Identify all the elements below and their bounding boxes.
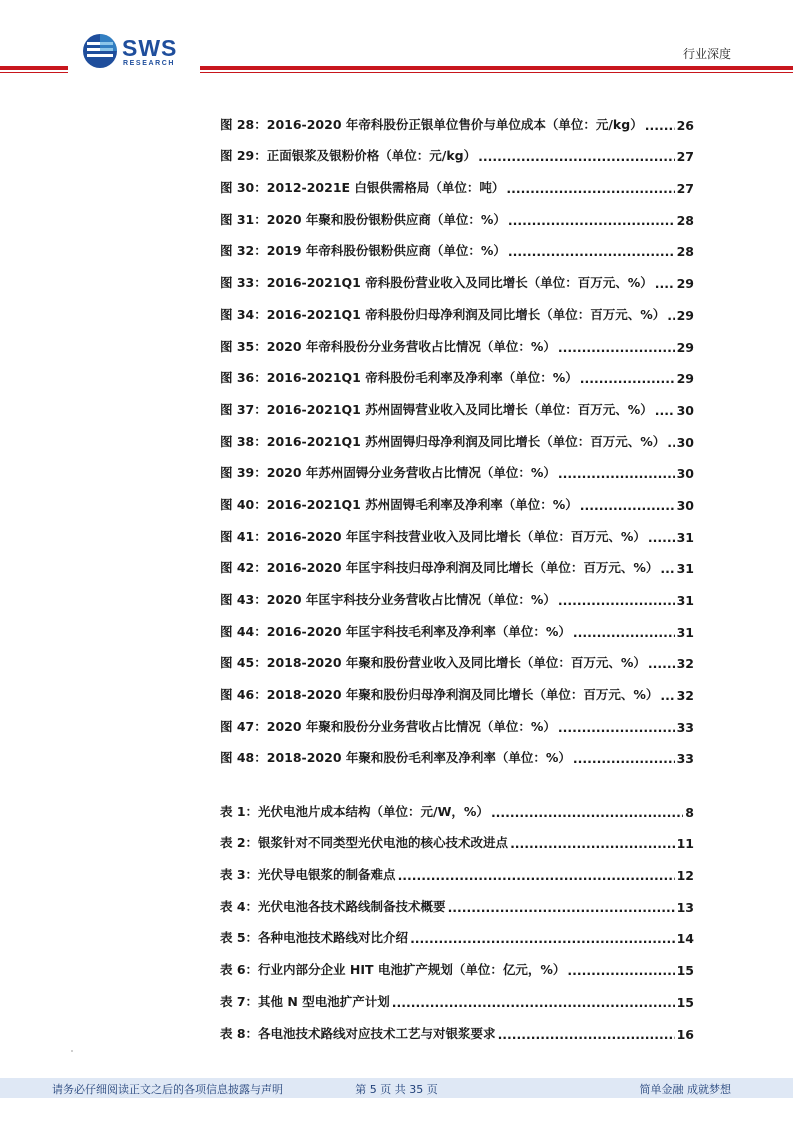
toc-entry[interactable]: 表 8：各电池技术路线对应技术工艺与对银浆要求 ..... 16 (220, 1010, 694, 1042)
footer-disclaimer: 请务必仔细阅读正文之后的各项信息披露与声明 (52, 1083, 283, 1096)
table-index-list (220, 788, 694, 1042)
toc-entry[interactable]: 图 44：2016-2020 年匡宇科技毛利率及净利率（单位：%） ..... 31 (220, 608, 694, 640)
toc-entry[interactable]: 图 34：2016-2021Q1 帝科股份归母净利润及同比增长（单位：百万元、%） ..... 29 (220, 291, 694, 323)
toc-entry[interactable]: 图 47：2020 年聚和股份分业务营收占比情况（单位：%） ..... 33 (220, 703, 694, 735)
toc-entry[interactable]: 表 5：各种电池技术路线对比介绍 ..... 14 (220, 915, 694, 947)
header-rule-right (200, 66, 793, 70)
toc-entry[interactable]: 图 29：正面银浆及银粉价格（单位：元/kg） ..... 27 (220, 133, 694, 165)
logo-text: SWS (122, 35, 178, 61)
header-rule-left (0, 66, 68, 70)
toc-entry[interactable]: 图 37：2016-2021Q1 苏州固锝营业收入及同比增长（单位：百万元、%） ..... 30 (220, 386, 694, 418)
toc-entry[interactable]: 表 1：光伏电池片成本结构（单位：元/W，%） ..... 8 (220, 788, 694, 820)
header-rule-left-thin (0, 72, 68, 73)
toc-entry[interactable]: 表 2：银浆针对不同类型光伏电池的核心技术改进点 ..... 11 (220, 820, 694, 852)
page-footer (0, 1078, 793, 1098)
logo-subtext: RESEARCH (123, 60, 176, 67)
footer-slogan: 简单金融 成就梦想 (639, 1083, 731, 1096)
toc-entry[interactable]: 图 43：2020 年匡宇科技分业务营收占比情况（单位：%） ..... 31 (220, 576, 694, 608)
page-mark (71, 1050, 73, 1052)
toc-entry[interactable]: 图 31：2020 年聚和股份银粉供应商（单位：%） ..... 28 (220, 196, 694, 228)
toc-entry[interactable]: 表 6：行业内部分企业 HIT 电池扩产规划（单位：亿元，%） ..... 15 (220, 946, 694, 978)
logo-mark-icon (82, 33, 118, 69)
toc-entry[interactable]: 图 36：2016-2021Q1 帝科股份毛利率及净利率（单位：%） ..... 29 (220, 355, 694, 387)
header-rule-right-thin (200, 72, 793, 73)
toc-entry[interactable]: 图 30：2012-2021E 白银供需格局（单位：吨） ..... 27 (220, 164, 694, 196)
toc-entry[interactable]: 图 45：2018-2020 年聚和股份营业收入及同比增长（单位：百万元、%） ..... 32 (220, 640, 694, 672)
report-category: 行业深度 (682, 47, 731, 61)
footer-page-number: 第 5 页 共 35 页 (355, 1083, 438, 1096)
figure-index-list (220, 101, 694, 766)
toc-entry[interactable]: 表 4：光伏电池各技术路线制备技术概要 ..... 13 (220, 883, 694, 915)
toc-entry[interactable]: 图 42：2016-2020 年匡宇科技归母净利润及同比增长（单位：百万元、%） ..... 31 (220, 545, 694, 577)
toc-entry[interactable]: 图 39：2020 年苏州固锝分业务营收占比情况（单位：%） ..... 30 (220, 450, 694, 482)
toc-entry[interactable]: 图 33：2016-2021Q1 帝科股份营业收入及同比增长（单位：百万元、%） ..... 29 (220, 259, 694, 291)
toc-entry[interactable]: 图 38：2016-2021Q1 苏州固锝归母净利润及同比增长（单位：百万元、%） ..... 30 (220, 418, 694, 450)
toc-entry[interactable]: 图 35：2020 年帝科股份分业务营收占比情况（单位：%） ..... 29 (220, 323, 694, 355)
toc-entry[interactable]: 图 46：2018-2020 年聚和股份归母净利润及同比增长（单位：百万元、%） ..... 32 (220, 671, 694, 703)
company-logo (82, 33, 202, 71)
toc-entry[interactable]: 图 28：2016-2020 年帝科股份正银单位售价与单位成本（单位：元/kg） ..... 26 (220, 101, 694, 133)
toc-entry[interactable]: 图 40：2016-2021Q1 苏州固锝毛利率及净利率（单位：%） ..... 30 (220, 481, 694, 513)
toc-entry[interactable]: 表 3：光伏导电银浆的制备难点 ..... 12 (220, 851, 694, 883)
toc-entry[interactable]: 图 32：2019 年帝科股份银粉供应商（单位：%） ..... 28 (220, 228, 694, 260)
page-header (0, 0, 793, 80)
toc-entry[interactable]: 图 41：2016-2020 年匡宇科技营业收入及同比增长（单位：百万元、%） ..... 31 (220, 513, 694, 545)
toc-entry[interactable]: 图 48：2018-2020 年聚和股份毛利率及净利率（单位：%） ..... 33 (220, 735, 694, 767)
toc-entry[interactable]: 表 7：其他 N 型电池扩产计划 ..... 15 (220, 978, 694, 1010)
